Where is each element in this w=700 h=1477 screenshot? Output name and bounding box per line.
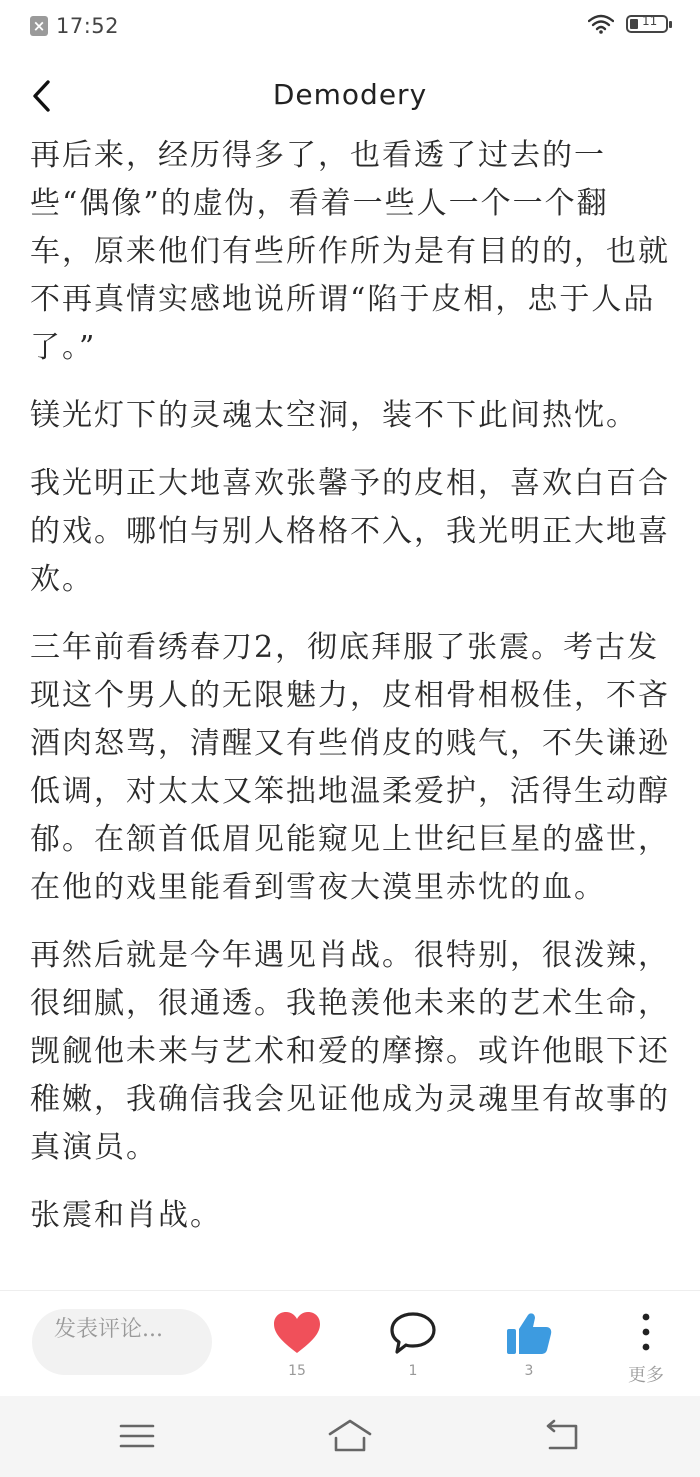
article-paragraph: 镁光灯下的灵魂太空洞，装不下此间热忱。 — [30, 398, 638, 433]
notification-close-icon: × — [30, 16, 48, 36]
back-icon — [540, 1416, 584, 1456]
system-nav-bar — [0, 1396, 700, 1477]
like-count: 15 — [288, 1363, 306, 1379]
header — [0, 60, 700, 132]
status-bar — [0, 0, 700, 54]
article-paragraph: 再然后就是今年遇见肖战。很特别，很泼辣，很细腻，很通透。我艳羡他未来的艺术生命，觊觎他未来与艺术和爱的摩擦。或许他眼下还稚嫩，我确信我会见证他成为灵魂里有故事的真演员。 — [30, 938, 670, 1165]
page-title: Demodery — [272, 78, 428, 111]
status-time: 17:52 — [56, 14, 120, 38]
article-body[interactable] — [30, 132, 670, 1288]
like-button[interactable] — [257, 1311, 337, 1379]
action-bar — [0, 1290, 700, 1397]
more-label: 更多 — [628, 1365, 664, 1386]
system-back-button[interactable] — [540, 1416, 584, 1456]
article-paragraph: 再后来，经历得多了，也看透了过去的一些“偶像”的虚伪，看着一些人一个一个翻车，原来他们有些所作所为是有目的的，也就不再真情实感地说所谓“陷于皮相，忠于人品了。” — [30, 138, 670, 365]
home-button[interactable] — [327, 1416, 371, 1456]
menu-button[interactable] — [115, 1416, 159, 1456]
article-paragraph: 张震和肖战。 — [30, 1198, 222, 1233]
more-button[interactable] — [606, 1311, 686, 1387]
thumb-up-button[interactable] — [489, 1311, 569, 1379]
comment-input[interactable]: 发表评论... — [32, 1309, 212, 1375]
comment-bubble-icon — [389, 1311, 437, 1355]
thumb-count: 3 — [524, 1363, 534, 1379]
home-icon — [327, 1416, 373, 1456]
heart-icon — [273, 1311, 321, 1355]
battery-icon: 11 — [626, 15, 668, 33]
article-paragraph: 我光明正大地喜欢张馨予的皮相，喜欢白百合的戏。哪怕与别人格格不入，我光明正大地喜欢。 — [30, 466, 670, 597]
comment-count: 1 — [408, 1363, 418, 1379]
comment-button[interactable] — [373, 1311, 453, 1379]
article-paragraph: 三年前看绣春刀2，彻底拜服了张震。考古发现这个男人的无限魅力，皮相骨相极佳，不吝酒肉怒骂，清醒又有些俏皮的贱气，不失谦逊低调，对太太又笨拙地温柔爱护，活得生动醇郁。在颔首低眉见能窥见上世纪巨星的盛世，在他的戏里能看到雪夜大漠里赤忱的血。 — [30, 630, 670, 905]
menu-icon — [115, 1416, 159, 1456]
thumb-up-icon — [506, 1311, 552, 1355]
wifi-icon — [588, 14, 614, 34]
more-vertical-icon — [636, 1311, 656, 1355]
